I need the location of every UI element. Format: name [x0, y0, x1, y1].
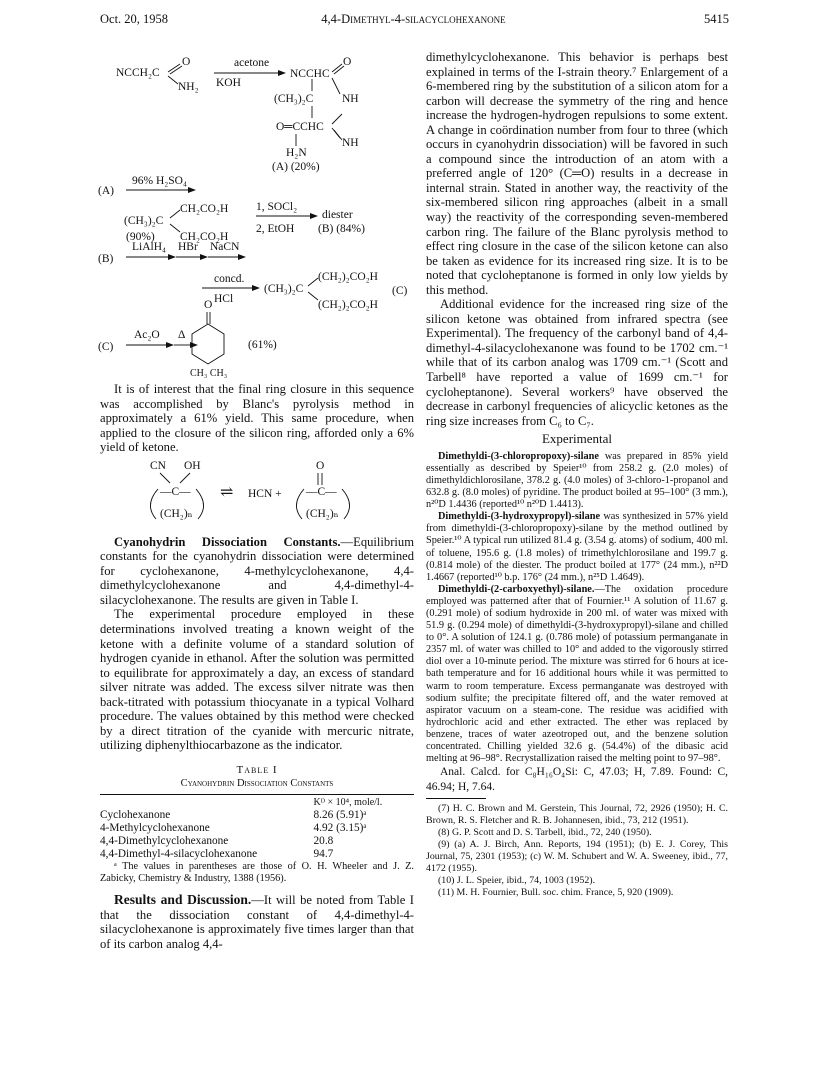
reference-item: (7) H. C. Brown and M. Gerstein, This Journal, 72, 2926 (1950); H. C. Brown, R. S. Fletcher and R. B. Johannesen, ibid., 73, 212 (1951).: [426, 803, 728, 827]
results-body: —It will be noted from Table I that the dissociation constant of 4,4-dimethyl-4-silacyclohexanone is approximately five times larger than that of its carbon analog 4,4-: [100, 893, 414, 951]
reaction-scheme: [96, 50, 416, 380]
table-column-header: Kᴰ × 10⁴, mole/l.: [313, 797, 383, 809]
table-footnote: ᵃ The values in parentheses are those of O. H. Wheeler and J. Z. Zabicky, Chemistry & Industry, 1388 (1956).: [100, 861, 414, 885]
scheme-diacid-me2c: (CH₃)₂C: [124, 215, 164, 227]
table-cell-value: 4.92 (3.15)ᵃ: [313, 822, 367, 835]
scheme-diacid-bottom: CH₂CO₂H: [180, 231, 229, 243]
table-title: Table I: [236, 763, 278, 776]
equilibrium-oxygen: O: [316, 459, 325, 472]
scheme-step-2: 2, EtOH: [256, 223, 295, 235]
left-paragraph-1: It is of interest that the final ring closure in this sequence was accomplished by Blanc's pyrolysis method in approximately a 61% yield. This same procedure, when applied to the closure of the silicon ring, afforded only a 6% yield of ketone.: [100, 382, 414, 455]
scheme-reagent-acetone: acetone: [234, 57, 270, 69]
scheme-productc-chain-bottom: (CH₂)₂CO₂H: [318, 299, 378, 311]
equilibrium-hcn: HCN +: [248, 487, 282, 500]
experimental-section: [426, 451, 728, 765]
scheme-reagent-ac2o: Ac₂O: [134, 329, 160, 341]
scheme-label-a: (A): [98, 185, 114, 197]
scheme-ketone-yield: (61%): [248, 339, 277, 351]
right-paragraph-1: dimethylcyclohexanone. This behavior is perhaps best explained in terms of the I-strain theory.⁷ Enlargement of a 6-membered ring by the substitution of a silicon atom for a carbon will decrease the symmetry of the ring and hence increase the hydrogen-hydrogen repulsions to some extent. A change in coördination number from four to three (which occurs in cyanohydrin dissociation) will be favored in such a compound since the introduction of an atom with a preferred angle of 120° (C═O) results in a decrease in internal strain. Stated in another way, the reactivity of the six-membered silicon ring approaches (albeit in a small way) the reactivity of the corresponding seven-membered carbon ring. The failure of the Blanc pyrolysis method to effect ring closure in the case of the silicon ketone can also be taken as evidence for its increased ring size. It is to be noted that cycloheptanone is formed in only low yields by this method.: [426, 50, 728, 297]
equilibrium-carbon-2: —C—: [306, 485, 337, 498]
scheme-reagent-koh: KOH: [216, 77, 241, 89]
reference-item: (10) J. L. Speier, ibid., 74, 1003 (1952).: [438, 875, 596, 887]
scheme-reagent-concd: concd.: [214, 273, 245, 285]
equilibrium-cn: CN: [150, 459, 166, 472]
scheme-ketone-oxygen: O: [204, 299, 213, 311]
scheme-diacid-top: CH₂CO₂H: [180, 203, 229, 215]
left-column: [100, 382, 414, 951]
exp-body-2: was synthesized in 57% yield from dimethyldi-(3-chloropropoxy)-silane by the method outlined by Speier.¹⁰ A typical run utilized 81.4 g. (3.54 g. atoms) of sodium, 400 ml. of toluene, 195.6 g. (1.8 moles) of trimethylchlorosilane and 199.7 g. (0.814 mole) of the diester. The product boiled at 177° (24 mm.), n²²D 1.4667 (reported¹⁰ b.p. 176° (24 mm.), n²⁵D 1.4649).: [426, 511, 728, 583]
table-row: [100, 822, 414, 835]
scheme-nh2: NH₂: [178, 81, 199, 93]
right-paragraph-2: Additional evidence for the increased ring size of the silicon ketone was obtained from infrared spectra (see Experimental). The frequency of the carbonyl band of 4,4-dimethyl-4-silacyclohexanone was found to be 1702 cm.⁻¹ while that of its carbon analog was 1709 cm.⁻¹ (Scott and Tarbell⁸ have reported a value of 1699 cm.⁻¹ for cycloheptanone). Several workers⁹ have observed the decrease in carbonyl frequencies of alicyclic ketones as the ring size increases from C₆ to C₇.: [426, 297, 728, 428]
scheme-reagent-hbr: HBr: [178, 241, 198, 253]
exp-heading-3: Dimethyldi-(2-carboxyethyl)-silane.: [438, 583, 595, 595]
analysis-line: Anal. Calcd. for C₈H₁₆O₄Si: C, 47.03; H, 7.89. Found: C, 46.94; H, 7.64.: [426, 766, 728, 793]
scheme-diacid-yield: (90%): [126, 231, 155, 243]
table-cell-value: 20.8: [313, 835, 334, 848]
scheme-me2c: (CH₃)₂C: [274, 93, 314, 105]
scheme-oxygen-2: O: [343, 56, 352, 68]
table-cell-name: Cyclohexanone: [100, 809, 171, 822]
table-cell-name: 4-Methylcyclohexanone: [100, 822, 210, 835]
exp-heading-1: Dimethyldi-(3-chloropropoxy)-silane: [438, 450, 599, 462]
scheme-nh-2: NH: [342, 137, 359, 149]
scheme-product-top: NCCHC: [290, 68, 330, 80]
table-cell-value: 94.7: [313, 848, 334, 861]
equilibrium-oh: OH: [184, 459, 201, 472]
equilibrium-arrow: ⇌: [220, 483, 234, 501]
scheme-reagent-h2so4: 96% H₂SO₄: [132, 175, 187, 187]
cyano-heading: Cyanohydrin Dissociation Constants.: [114, 534, 341, 549]
table-cell-name: 4,4-Dimethyl-4-silacyclohexanone: [100, 848, 258, 861]
table-subtitle: Cyanohydrin Dissociation Constants: [180, 778, 334, 790]
scheme-productc-me2c: (CH₃)₂C: [264, 283, 304, 295]
experimental-heading: Experimental: [541, 431, 613, 447]
table-row: [100, 835, 414, 848]
header-date: Oct. 20, 1958: [100, 12, 169, 26]
scheme-reagent-lialh4: LiAlH₄: [132, 241, 167, 253]
scheme-reactant-1: NCCH₂C: [116, 67, 160, 79]
scheme-reagent-nacn: NaCN: [210, 241, 240, 253]
equilibrium-ring-left: (CH₂)ₙ: [160, 507, 193, 520]
scheme-productc-chain-top: (CH₂)₂CO₂H: [318, 271, 378, 283]
scheme-oxygen-1: O: [182, 56, 191, 68]
scheme-h2n: H₂N: [286, 147, 307, 159]
scheme-ketone-ring: [192, 324, 224, 364]
scheme-diester-yield: (B) (84%): [318, 223, 365, 235]
scheme-label-b: (B): [98, 253, 114, 265]
right-column: [426, 50, 728, 899]
scheme-nh-1: NH: [342, 93, 359, 105]
exp-body-3: —The oxidation procedure employed was patterned after that of Fournier.¹¹ A solution of 11.67 g. (0.291 mole) of sodium hydroxide in 200 ml. of water was mixed with 51.9 g. (0.294 mole) of dimethyldi-(3-hydroxypropyl)-silane and chilled to 0°. A solution of 124.1 g. (0.786 mole) of potassium permanganate in 2357 ml. of water was chilled to 10° and added to the vigorously stirred diol over a 10-minute period. The mixture was stirred for 6 hours at ice-bath temperature and for 16 additional hours while it was permitted to warm to room temperature. Excess permanganate was destroyed with sodium sulfite; the precipitate filtered off, and the water removed at aspirator vacuum on a steam-cone. The residue was acidified with hydrochloric acid and ether extracted. The ether was replaced by benzene, traces of water azeotroped out, and the benzene solution concentrated. Chilling yielded 32.6 g. (54.4%) of the dibasic acid melting at 96–98°. Recrystallization raised the melting point to 97–98°.: [426, 583, 728, 765]
scheme-diester: diester: [322, 209, 353, 221]
exp-heading-2: Dimethyldi-(3-hydroxypropyl)-silane: [438, 511, 601, 523]
equilibrium-carbon: —C—: [160, 485, 191, 498]
table-row: [100, 809, 414, 822]
reference-item: (8) G. P. Scott and D. S. Tarbell, ibid., 72, 240 (1950).: [438, 827, 652, 839]
results-heading: Results and Discussion.: [114, 892, 252, 908]
reference-item: (9) (a) A. J. Birch, Ann. Reports, 194 (1951); (b) E. J. Corey, This Journal, 75, 2301 (1953); (c) W. M. Schubert and W. A. Sweeney, ibid., 77, 4172 (1955).: [426, 839, 728, 875]
scheme-label-c-2: (C): [98, 341, 114, 353]
footnote-divider: [426, 798, 486, 799]
scheme-product-bottom: O═CCHC: [276, 121, 324, 133]
reference-item: (11) M. H. Fournier, Bull. soc. chim. France, 5, 920 (1909).: [438, 887, 674, 899]
table-row: [100, 848, 414, 861]
left-paragraph-3: The experimental procedure employed in these determinations involved treating a known weight of the ketone with a definite volume of a standard solution of hydrogen cyanide in ethanol. After the solution was permitted to equilibrate for approximately a day, an excess of standard silver nitrate was added. The excess silver nitrate was then back-titrated with potassium thiocyanate in a typical Volhard procedure. The values obtained by this method were checked by a direct titration of the cyanide with mercuric nitrate, utilizing diphenylthiocarbazone as the indicator.: [100, 607, 414, 753]
header-title: 4,4-Dimethyl-4-silacyclohexanone: [321, 12, 506, 26]
cyano-body: —Equilibrium constants for the cyanohydrin dissociation were determined for cyclohexanone, 4-methylcyclohexanone, 4,4-dimethylcyclohexanone and 4,4-dimethyl-4-silacyclohexanone. The results are given in Table I.: [100, 534, 414, 607]
scheme-label-c-1: (C): [392, 285, 408, 297]
scheme-reagent-hcl: HCl: [214, 293, 234, 305]
table-cell-name: 4,4-Dimethylcyclohexanone: [100, 835, 229, 848]
scheme-label-a-yield: (A) (20%): [272, 161, 320, 173]
scheme-ketone-methyls: CH₃ CH₃: [190, 368, 228, 379]
table-cell-value: 8.26 (5.91)ᵃ: [313, 809, 367, 822]
dissociation-table: [100, 794, 414, 861]
header-page-number: 5415: [704, 12, 729, 26]
scheme-reagent-delta: Δ: [178, 329, 186, 341]
exp-body-1: was prepared in 85% yield essentially as described by Speier¹⁰ from 258.2 g. (2.0 moles) of dimethyldichlorosilane, 378.2 g. (4.0 moles) of 3-chloro-1-propanol and 632.8 g. (8.0 moles) of pyridine. The product boiled at 95–100° (3 mm.), n²⁰D 1.4436 (reported¹⁰ n²⁰D 1.4413).: [426, 450, 728, 511]
scheme-step-1: 1, SOCl₂: [256, 201, 298, 213]
equilibrium-ring-right: (CH₂)ₙ: [306, 507, 339, 520]
equilibrium-figure: [100, 455, 414, 535]
references: [426, 803, 728, 899]
